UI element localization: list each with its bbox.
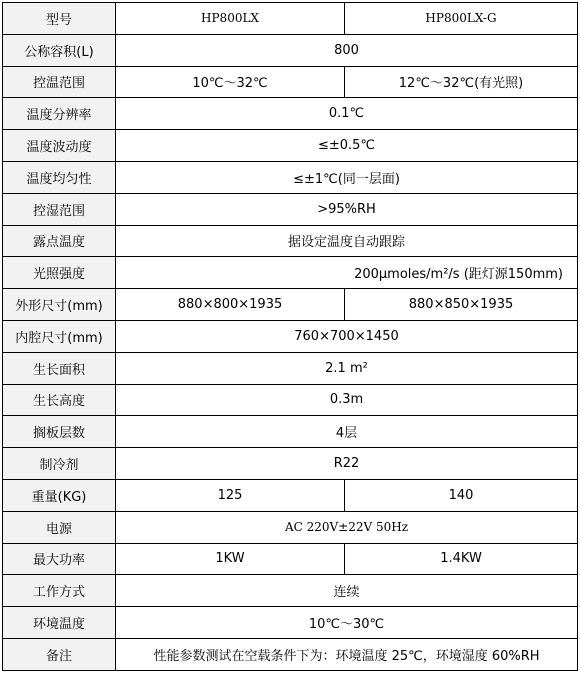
table-row [3, 289, 578, 321]
table-row [3, 161, 578, 193]
table-row [3, 320, 578, 352]
row-label: 温度均匀性 [3, 161, 116, 193]
spec-table [2, 2, 578, 671]
row-label: 型号 [3, 3, 116, 35]
table-row [3, 638, 578, 670]
value-cell: R22 [116, 448, 578, 480]
table-row [3, 384, 578, 416]
row-label: 外形尺寸(mm) [3, 289, 116, 321]
value-cell: ≤±1℃(同一层面) [116, 161, 578, 193]
value-cell: 据设定温度自动跟踪 [116, 225, 578, 257]
value-cell: 800 [116, 34, 578, 66]
value-cell: 12℃～32℃(有光照) [345, 66, 578, 98]
table-row [3, 543, 578, 575]
row-label: 内腔尺寸(mm) [3, 320, 116, 352]
value-cell: 连续 [116, 575, 578, 607]
row-label: 温度波动度 [3, 130, 116, 162]
value-cell: 0.3m [116, 384, 578, 416]
row-label: 控温范围 [3, 66, 116, 98]
value-cell: 4层 [116, 416, 578, 448]
value-cell: 200μmoles/m²/s (距灯源150mm) [116, 257, 578, 289]
model-cell: HP800LX-G [345, 3, 578, 35]
value-cell: 125 [116, 479, 345, 511]
row-label: 制冷剂 [3, 448, 116, 480]
row-label: 光照强度 [3, 257, 116, 289]
table-row [3, 225, 578, 257]
value-cell: 880×800×1935 [116, 289, 345, 321]
table-row [3, 416, 578, 448]
value-cell: ≤±0.5℃ [116, 130, 578, 162]
row-label: 生长面积 [3, 352, 116, 384]
value-cell: 1.4KW [345, 543, 578, 575]
row-label: 控湿范围 [3, 193, 116, 225]
table-row [3, 193, 578, 225]
table-row [3, 575, 578, 607]
table-row [3, 130, 578, 162]
value-cell: 760×700×1450 [116, 320, 578, 352]
table-row [3, 34, 578, 66]
row-label: 备注 [3, 638, 116, 670]
row-label: 最大功率 [3, 543, 116, 575]
row-label: 公称容积(L) [3, 34, 116, 66]
value-cell: 10℃～32℃ [116, 66, 345, 98]
table-row [3, 511, 578, 543]
spec-sheet [2, 2, 577, 671]
value-cell: 10℃～30℃ [116, 607, 578, 639]
value-cell: 0.1℃ [116, 98, 578, 130]
table-row [3, 479, 578, 511]
row-label: 搁板层数 [3, 416, 116, 448]
value-cell: AC 220V±22V 50Hz [116, 511, 578, 543]
value-cell: >95%RH [116, 193, 578, 225]
value-cell: 1KW [116, 543, 345, 575]
table-row [3, 257, 578, 289]
table-row [3, 3, 578, 35]
row-label: 环境温度 [3, 607, 116, 639]
row-label: 生长高度 [3, 384, 116, 416]
value-cell: 880×850×1935 [345, 289, 578, 321]
value-cell: 140 [345, 479, 578, 511]
row-label: 工作方式 [3, 575, 116, 607]
table-row [3, 448, 578, 480]
value-cell: 2.1 m² [116, 352, 578, 384]
row-label: 电源 [3, 511, 116, 543]
model-cell: HP800LX [116, 3, 345, 35]
row-label: 温度分辨率 [3, 98, 116, 130]
table-row [3, 98, 578, 130]
table-row [3, 607, 578, 639]
value-cell: 性能参数测试在空载条件下为：环境温度 25℃，环境湿度 60%RH [116, 638, 578, 670]
row-label: 露点温度 [3, 225, 116, 257]
table-row [3, 352, 578, 384]
row-label: 重量(KG) [3, 479, 116, 511]
table-row [3, 66, 578, 98]
